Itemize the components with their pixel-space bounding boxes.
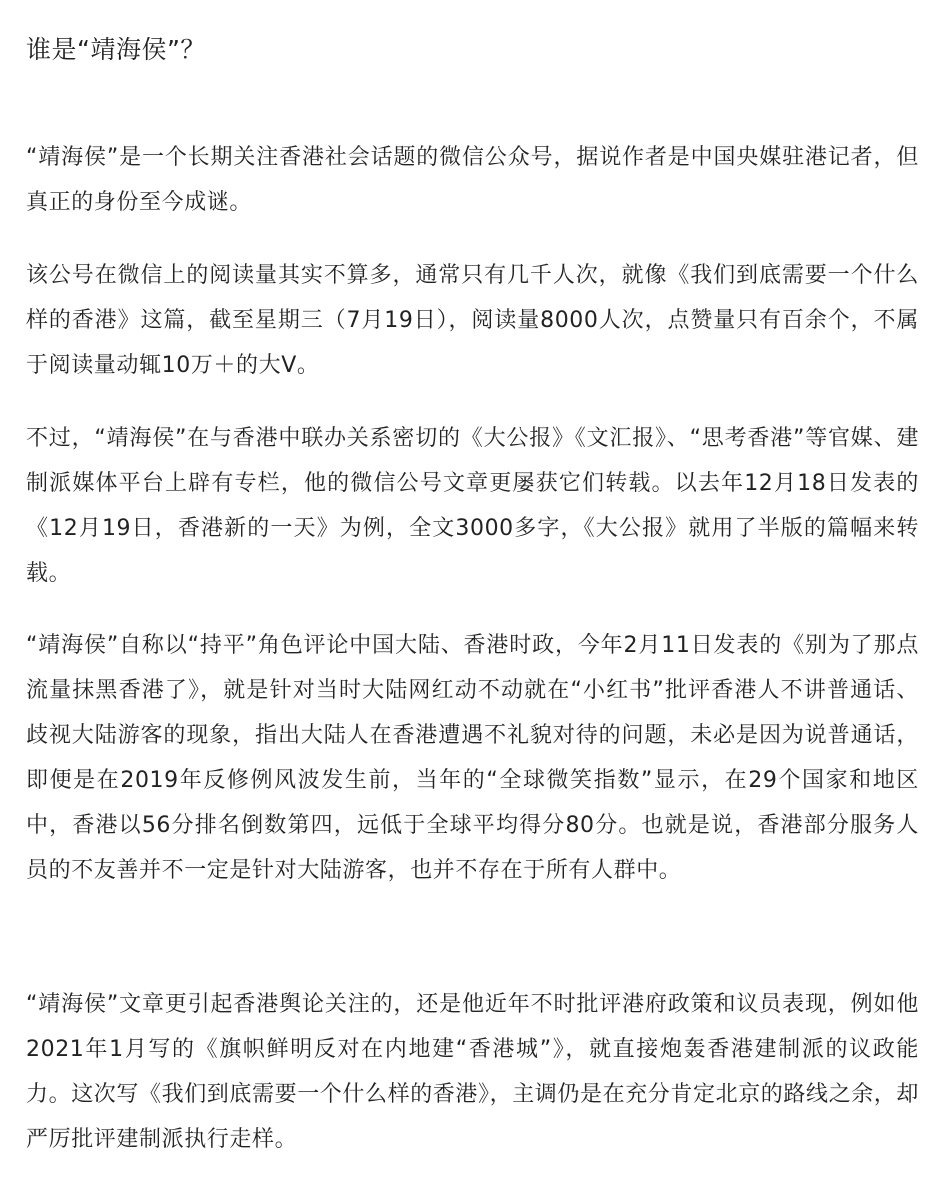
- article-paragraph-2: 该公号在微信上的阅读量其实不算多，通常只有几千人次，就像《我们到底需要一个什么样的香港》这篇，截至星期三（7月19日），阅读量8000人次，点赞量只有百余个，不属于阅读量动辄10万＋的大V。: [26, 263, 919, 378]
- article-title: 谁是“靖海侯”？: [26, 35, 206, 64]
- article-paragraph-1: “靖海侯”是一个长期关注香港社会话题的微信公众号，据说作者是中国央媒驻港记者，但真正的身份至今成谜。: [26, 145, 919, 215]
- article-paragraph-5: “靖海侯”文章更引起香港舆论关注的，还是他近年不时批评港府政策和议员表现，例如他2021年1月写的《旗帜鲜明反对在内地建“香港城”》，就直接炮轰香港建制派的议政能力。这次写《我们到底需要一个什么样的香港》，主调仍是在充分肯定北京的路线之余，却严厉批评建制派执行走样。: [26, 992, 920, 1152]
- article-paragraph-3: 不过，“靖海侯”在与香港中联办关系密切的《大公报》《文汇报》、“思考香港”等官媒、建制派媒体平台上辟有专栏，他的微信公号文章更屡获它们转载。以去年12月18日发表的《12月19日，香港新的一天》为例，全文3000多字，《大公报》就用了半版的篇幅来转载。: [26, 426, 919, 586]
- article-paragraph-4: “靖海侯”自称以“持平”角色评论中国大陆、香港时政，今年2月11日发表的《别为了那点流量抹黑香港了》，就是针对当时大陆网红动不动就在“小红书”批评香港人不讲普通话、歧视大陆游客的现象，指出大陆人在香港遭遇不礼貌对待的问题，未必是因为说普通话，即便是在2019年反修例风波发生前，当年的“全球微笑指数”显示，在29个国家和地区中，香港以56分排名倒数第四，远低于全球平均得分80分。也就是说，香港部分服务人员的不友善并不一定是针对大陆游客，也并不存在于所有人群中。: [26, 633, 919, 883]
